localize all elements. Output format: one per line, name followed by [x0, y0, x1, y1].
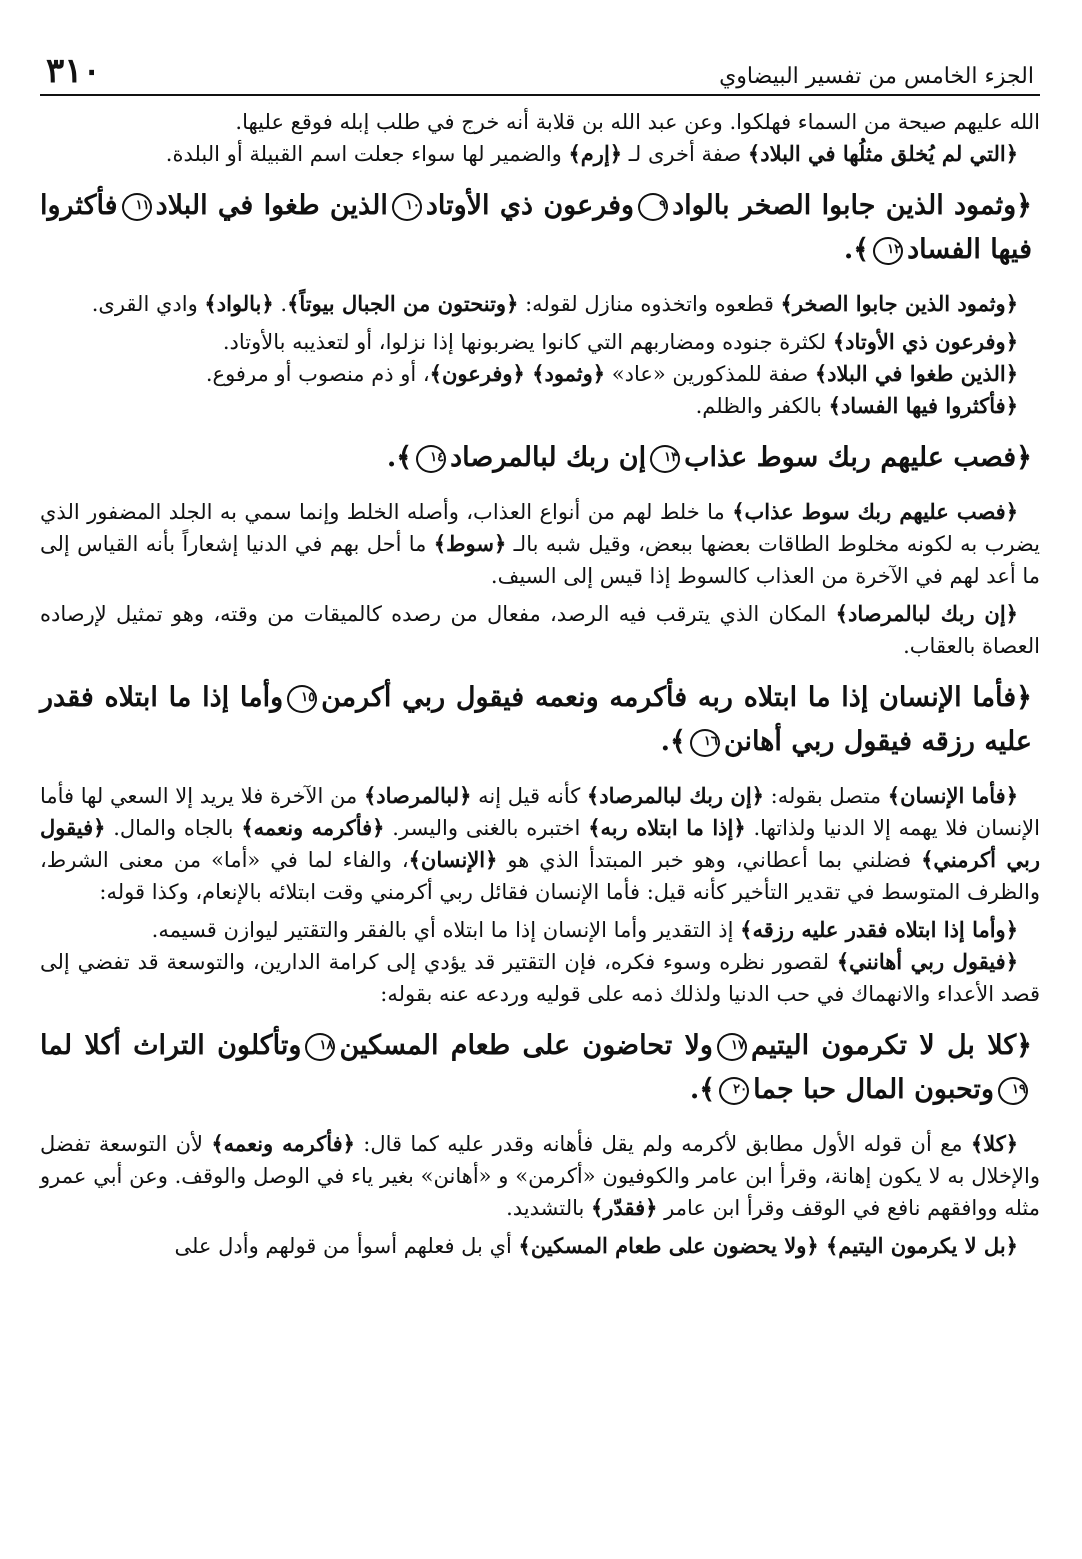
- verse-text: ﴾.: [386, 442, 413, 473]
- quran-quote: ﴿إن ربك لبالمرصاد﴾: [835, 601, 1018, 626]
- text-run: ما أحل بهم في الدنيا إشعاراً بأنه القياس إلى ما أعد لهم في الآخرة من العذاب كالسوط إذا قيس إلى السيف.: [40, 532, 1040, 588]
- verse-text: ﴾.: [843, 234, 870, 265]
- quran-quote: ﴿فيقول ربي أكرمني﴾: [40, 815, 1041, 872]
- page-header: [40, 46, 1040, 96]
- text-run: ما خلط لهم من أنواع العذاب، وأصله الخلط وإنما سمي به الجلد المضفور الذي يضرب به لكونه مخلوط الطاقات بعضها ببعض، وقيل شبه بالـ: [40, 500, 1040, 556]
- verse-number: ١٦: [690, 729, 720, 757]
- verse-number: ١٠: [392, 193, 422, 221]
- quran-quote: ﴿فأكرمه ونعمه﴾: [241, 815, 385, 840]
- paragraph: [40, 138, 1040, 170]
- paragraph: [40, 1230, 1040, 1262]
- verse-text: فأكثروا فيها الفساد: [40, 190, 1032, 265]
- quran-quote: ﴿وتنحتون من الجبال بيوتاً﴾: [287, 291, 519, 316]
- verse-text: إن ربك لبالمرصاد: [450, 442, 647, 473]
- quran-quote: ﴿فصب عليهم ربك سوط عذاب﴾: [732, 499, 1019, 524]
- quran-quote: ﴿بل لا يكرمون اليتيم﴾ ﴿ولا يحضون على طعام المسكين﴾: [518, 1233, 1018, 1258]
- quran-quote: ﴿التي لم يُخلق مثلُها في البلاد﴾: [747, 141, 1018, 166]
- verse-text: ﴿وثمود الذين جابوا الصخر بالواد: [672, 190, 1032, 221]
- text-run: والضمير لها سواء جعلت اسم القبيلة أو البلدة.: [165, 142, 569, 166]
- running-title: الجزء الخامس من تفسير البيضاوي: [719, 64, 1034, 89]
- verse-number: ١١: [122, 193, 152, 221]
- verse-block: [40, 1024, 1040, 1112]
- text-run: صفة للمذكورين «عاد»: [605, 362, 815, 386]
- paragraph: [40, 358, 1040, 390]
- text-run: بالتشديد.: [506, 1196, 592, 1220]
- paragraph: [40, 326, 1040, 358]
- text-run: اختبره بالغنى واليسر.: [384, 816, 589, 840]
- quran-quote: ﴿إرم﴾: [568, 141, 623, 166]
- quran-quote: ﴿فقدّر﴾: [591, 1195, 658, 1220]
- verse-number: ١٥: [287, 685, 317, 713]
- quran-quote: ﴿فيقول ربي أهانني﴾: [836, 949, 1018, 974]
- verse-text: ولا تحاضون على طعام المسكين: [339, 1030, 713, 1061]
- text-run: بالكفر والظلم.: [695, 394, 829, 418]
- text-run: مع أن قوله الأول مطابق لأكرمه ولم يقل فأهانه وقدر عليه كما قال:: [354, 1132, 971, 1156]
- text-run: قطعوه واتخذوه منازل لقوله:: [518, 292, 781, 316]
- quran-quote: ﴿وأما إذا ابتلاه فقدر عليه رزقه﴾: [740, 917, 1018, 942]
- quran-quote: ﴿الذين طغوا في البلاد﴾: [814, 361, 1018, 386]
- paragraph: [40, 946, 1040, 1010]
- verse-text: الذين طغوا في البلاد: [155, 190, 388, 221]
- text-run: كأنه قيل إنه: [471, 784, 587, 808]
- text-run: لأن التوسعة تفضل والإخلال به لا يكون إهانة، وقرأ ابن عامر والكوفيون «أكرمن» و «أهانن» بغير ياء في الوصل والوقف. وعن أبي عمرو مثله ووافقهم نافع في الوقف وقرأ ابن عامر: [40, 1132, 1040, 1220]
- verse-text: ﴿فأما الإنسان إذا ما ابتلاه ربه فأكرمه ونعمه فيقول ربي أكرمن: [321, 682, 1033, 713]
- verse-number: ٩: [638, 193, 668, 221]
- text-run: بالجاه والمال.: [105, 816, 242, 840]
- text-run: من الآخرة فلا يريد إلا السعي لها فأما الإنسان فلا يهمه إلا الدنيا ولذاتها.: [40, 784, 1040, 840]
- paragraph: [40, 288, 1040, 320]
- verse-text: ﴾.: [689, 1074, 716, 1105]
- quran-quote: ﴿وثمود﴾ ﴿وفرعون﴾: [429, 361, 606, 386]
- paragraph: [40, 1128, 1040, 1224]
- text-run: فضلني بما أعطاني، وهو خبر المبتدأ الذي هو: [497, 848, 922, 872]
- quran-quote: ﴿لبالمرصاد﴾: [363, 783, 472, 808]
- paragraph: [40, 390, 1040, 422]
- page-content: [40, 106, 1040, 1262]
- verse-text: وتحبون المال حبا جما: [753, 1074, 994, 1105]
- quran-quote: ﴿وفرعون ذي الأوتاد﴾: [832, 329, 1018, 354]
- verse-block: [40, 436, 1040, 480]
- quran-quote: ﴿فأما الإنسان﴾: [887, 783, 1019, 808]
- verse-text: ﴾.: [660, 726, 686, 757]
- verse-number: ١٧: [717, 1033, 747, 1061]
- quran-quote: ﴿فأكثروا فيها الفساد﴾: [828, 393, 1018, 418]
- text-run: .: [273, 292, 288, 316]
- verse-block: [40, 184, 1040, 272]
- quran-quote: ﴿فأكرمه ونعمه﴾: [211, 1131, 355, 1156]
- verse-number: ١٤: [416, 445, 446, 473]
- verse-text: وأما إذا ما ابتلاه فقدر عليه رزقه فيقول ربي أهانن: [40, 682, 1032, 757]
- paragraph: [40, 106, 1040, 138]
- text-run: صفة أخرى لـ: [622, 142, 748, 166]
- verse-text: ﴿فصب عليهم ربك سوط عذاب: [684, 442, 1032, 473]
- text-run: المكان الذي يترقب فيه الرصد، مفعال من رصده كالميقات من وقته، وهو تمثيل لإرصاده العصاة بالعقاب.: [40, 602, 1040, 658]
- quran-quote: ﴿وثمود الذين جابوا الصخر﴾: [780, 291, 1018, 316]
- verse-text: ﴿كلا بل لا تكرمون اليتيم: [750, 1030, 1032, 1061]
- text-run: ، والفاء لما في «أما» من معنى الشرط، والظرف المتوسط في تقدير التأخير كأنه قيل: فأما الإنسان فقائل ربي أكرمني وقت ابتلائه بالإنعام، وكذا قوله:: [40, 848, 1040, 904]
- verse-block: [40, 676, 1040, 764]
- text-run: لكثرة جنوده ومضاربهم التي كانوا يضربونها إذا نزلوا، أو لتعذيبه بالأوتاد.: [222, 330, 833, 354]
- text-run: ، أو ذم منصوب أو مرفوع.: [205, 362, 430, 386]
- text-run: الله عليهم صيحة من السماء فهلكوا. وعن عبد الله بن قلابة أنه خرج في طلب إبله فوقع عليها.: [235, 110, 1040, 134]
- verse-number: ١٨: [305, 1033, 335, 1061]
- verse-number: ١٢: [873, 237, 903, 265]
- paragraph: [40, 780, 1040, 908]
- verse-number: ١٩: [998, 1077, 1028, 1105]
- verse-text: وتأكلون التراث أكلا لما: [40, 1030, 302, 1061]
- quran-quote: ﴿سوط﴾: [433, 531, 507, 556]
- verse-text: وفرعون ذي الأوتاد: [425, 190, 635, 221]
- verse-number: ٢٠: [719, 1077, 749, 1105]
- quran-quote: ﴿كلا﴾: [970, 1131, 1018, 1156]
- paragraph: [40, 496, 1040, 592]
- text-run: متصل بقوله:: [763, 784, 888, 808]
- verse-number: ١٣: [650, 445, 680, 473]
- quran-quote: ﴿إذا ما ابتلاه ربه﴾: [588, 815, 746, 840]
- text-run: وادي القرى.: [91, 292, 205, 316]
- quran-quote: ﴿إن ربك لبالمرصاد﴾: [586, 783, 764, 808]
- paragraph: [40, 914, 1040, 946]
- page-number: ٣١٠: [46, 51, 101, 91]
- quran-quote: ﴿بالواد﴾: [204, 291, 274, 316]
- text-run: لقصور نظره وسوء فكره، فإن التقتير قد يؤدي إلى كرامة الدارين، والتوسعة قد تفضي إلى قصد الأعداء والانهماك في حب الدنيا ولذلك ذمه على قوليه وردعه عنه بقوله:: [40, 950, 1040, 1006]
- paragraph: [40, 598, 1040, 662]
- text-run: أي بل فعلهم أسوأ من قولهم وأدل على: [174, 1234, 519, 1258]
- quran-quote: ﴿الإنسان﴾: [408, 847, 498, 872]
- text-run: إذ التقدير وأما الإنسان إذا ما ابتلاه أي بالفقر والتقتير ليوازن قسيمه.: [151, 918, 741, 942]
